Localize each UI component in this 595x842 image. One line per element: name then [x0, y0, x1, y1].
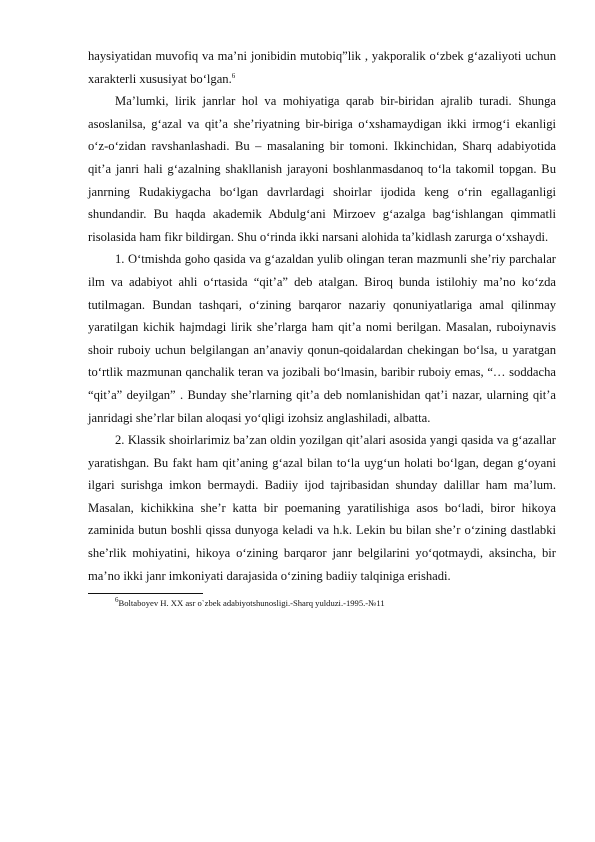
paragraph-point-1: 1. O‘tmishda goho qasida va g‘azaldan yulib olingan teran mazmunli she’riy parchalar ilm va adabiyot ahli o‘rtasida “qit’a” deb atalgan. Biroq bunda istilohiy ma’no ko‘zda tutilmagan. Bundan tashqari, o‘zining barqaror nazariy qonuniyatlariga amal qilinmay yaratilgan kichik hajmdagi lirik she’rlarga ham qit’a nomi berilgan. Masalan, ruboiynavis shoir ruboiy uchun belgilangan an’anaviy qonun-qoidalardan chekingan bo‘lsa, u yaratgan to‘rtlik mazmunan qanchalik teran va jozibali bo‘lmasin, baribir ruboiy emas, “… soddacha “qit’a” deyilgan” . Bunday she’rlarning qit’a deb nomlanishidan qat’i nazar, ularning qit’a janridagi she’rlar bilan aloqasi yo‘qligi izohsiz anglashiladi, albatta.	[88, 252, 556, 425]
footnote-divider	[88, 593, 203, 594]
document-page	[88, 45, 556, 610]
footnote-number: 6	[115, 596, 119, 605]
paragraph-text: haysiyatidan muvofiq va ma’ni jonibidin mutobiq”lik , yakporalik o‘zbek g‘azaliyoti uchun xarakterli xususiyat bo‘lgan.	[88, 49, 556, 86]
paragraph-continuation	[88, 45, 556, 90]
footnote	[88, 596, 556, 610]
footnote-reference[interactable]: 6	[231, 71, 236, 80]
paragraph-lyric-genres: Ma’lumki, lirik janrlar hol va mohiyatiga qarab bir-biridan ajralib turadi. Shunga asoslanilsa, g‘azal va qit’a she’riyatning bir-biriga o‘xshamaydigan ikki irmog‘i ekanligi o‘z-o‘zidan ravshanlashadi. Bu – masalaning bir tomoni. Ikkinchidan, Sharq adabiyotida qit’a janri hali g‘azalning shakllanish jarayoni boshlanmasdanoq to‘la takomil topgan. Bu janrning Rudakiygacha bo‘lgan davrlardagi shoirlar ijodida keng o‘rin egallaganligi shundandir. Bu haqda akademik Abdulg‘ani Mirzoev g‘azalga bag‘ishlangan qimmatli risolasida ham fikr bildirgan. Shu o‘rinda ikki narsani alohida ta’kidlash zarurga o‘xshaydi.	[88, 94, 556, 244]
footnote-text: Boltaboyev H. XX asr o`zbek adabiyotshunosligi.-Sharq yulduzi.-1995.-№11	[118, 598, 385, 609]
paragraph-point-2: 2. Klassik shoirlarimiz ba’zan oldin yozilgan qit’alari asosida yangi qasida va g‘azallar yaratishgan. Bu fakt ham qit’aning g‘azal bilan to‘la uyg‘un holati bo‘lgan, degan g‘oyani ilgari surishga imkon bermaydi. Badiiy ijod tajribasidan shunday dalillar ham ma’lum. Masalan, kichikkina she’r katta bir poemaning yaratilishiga asos bo‘ladi, biror hikoya zaminida butun boshli qissa dunyoga keladi va h.k. Lekin bu bilan she’r o‘zining dastlabki she’rlik mohiyatini, hikoya o‘zining barqaror janr belgilarini yo‘qotmaydi, aksincha, bir ma’no ikki janr imkoniyati darajasida o‘zining badiiy talqiniga erishadi.	[88, 433, 556, 583]
